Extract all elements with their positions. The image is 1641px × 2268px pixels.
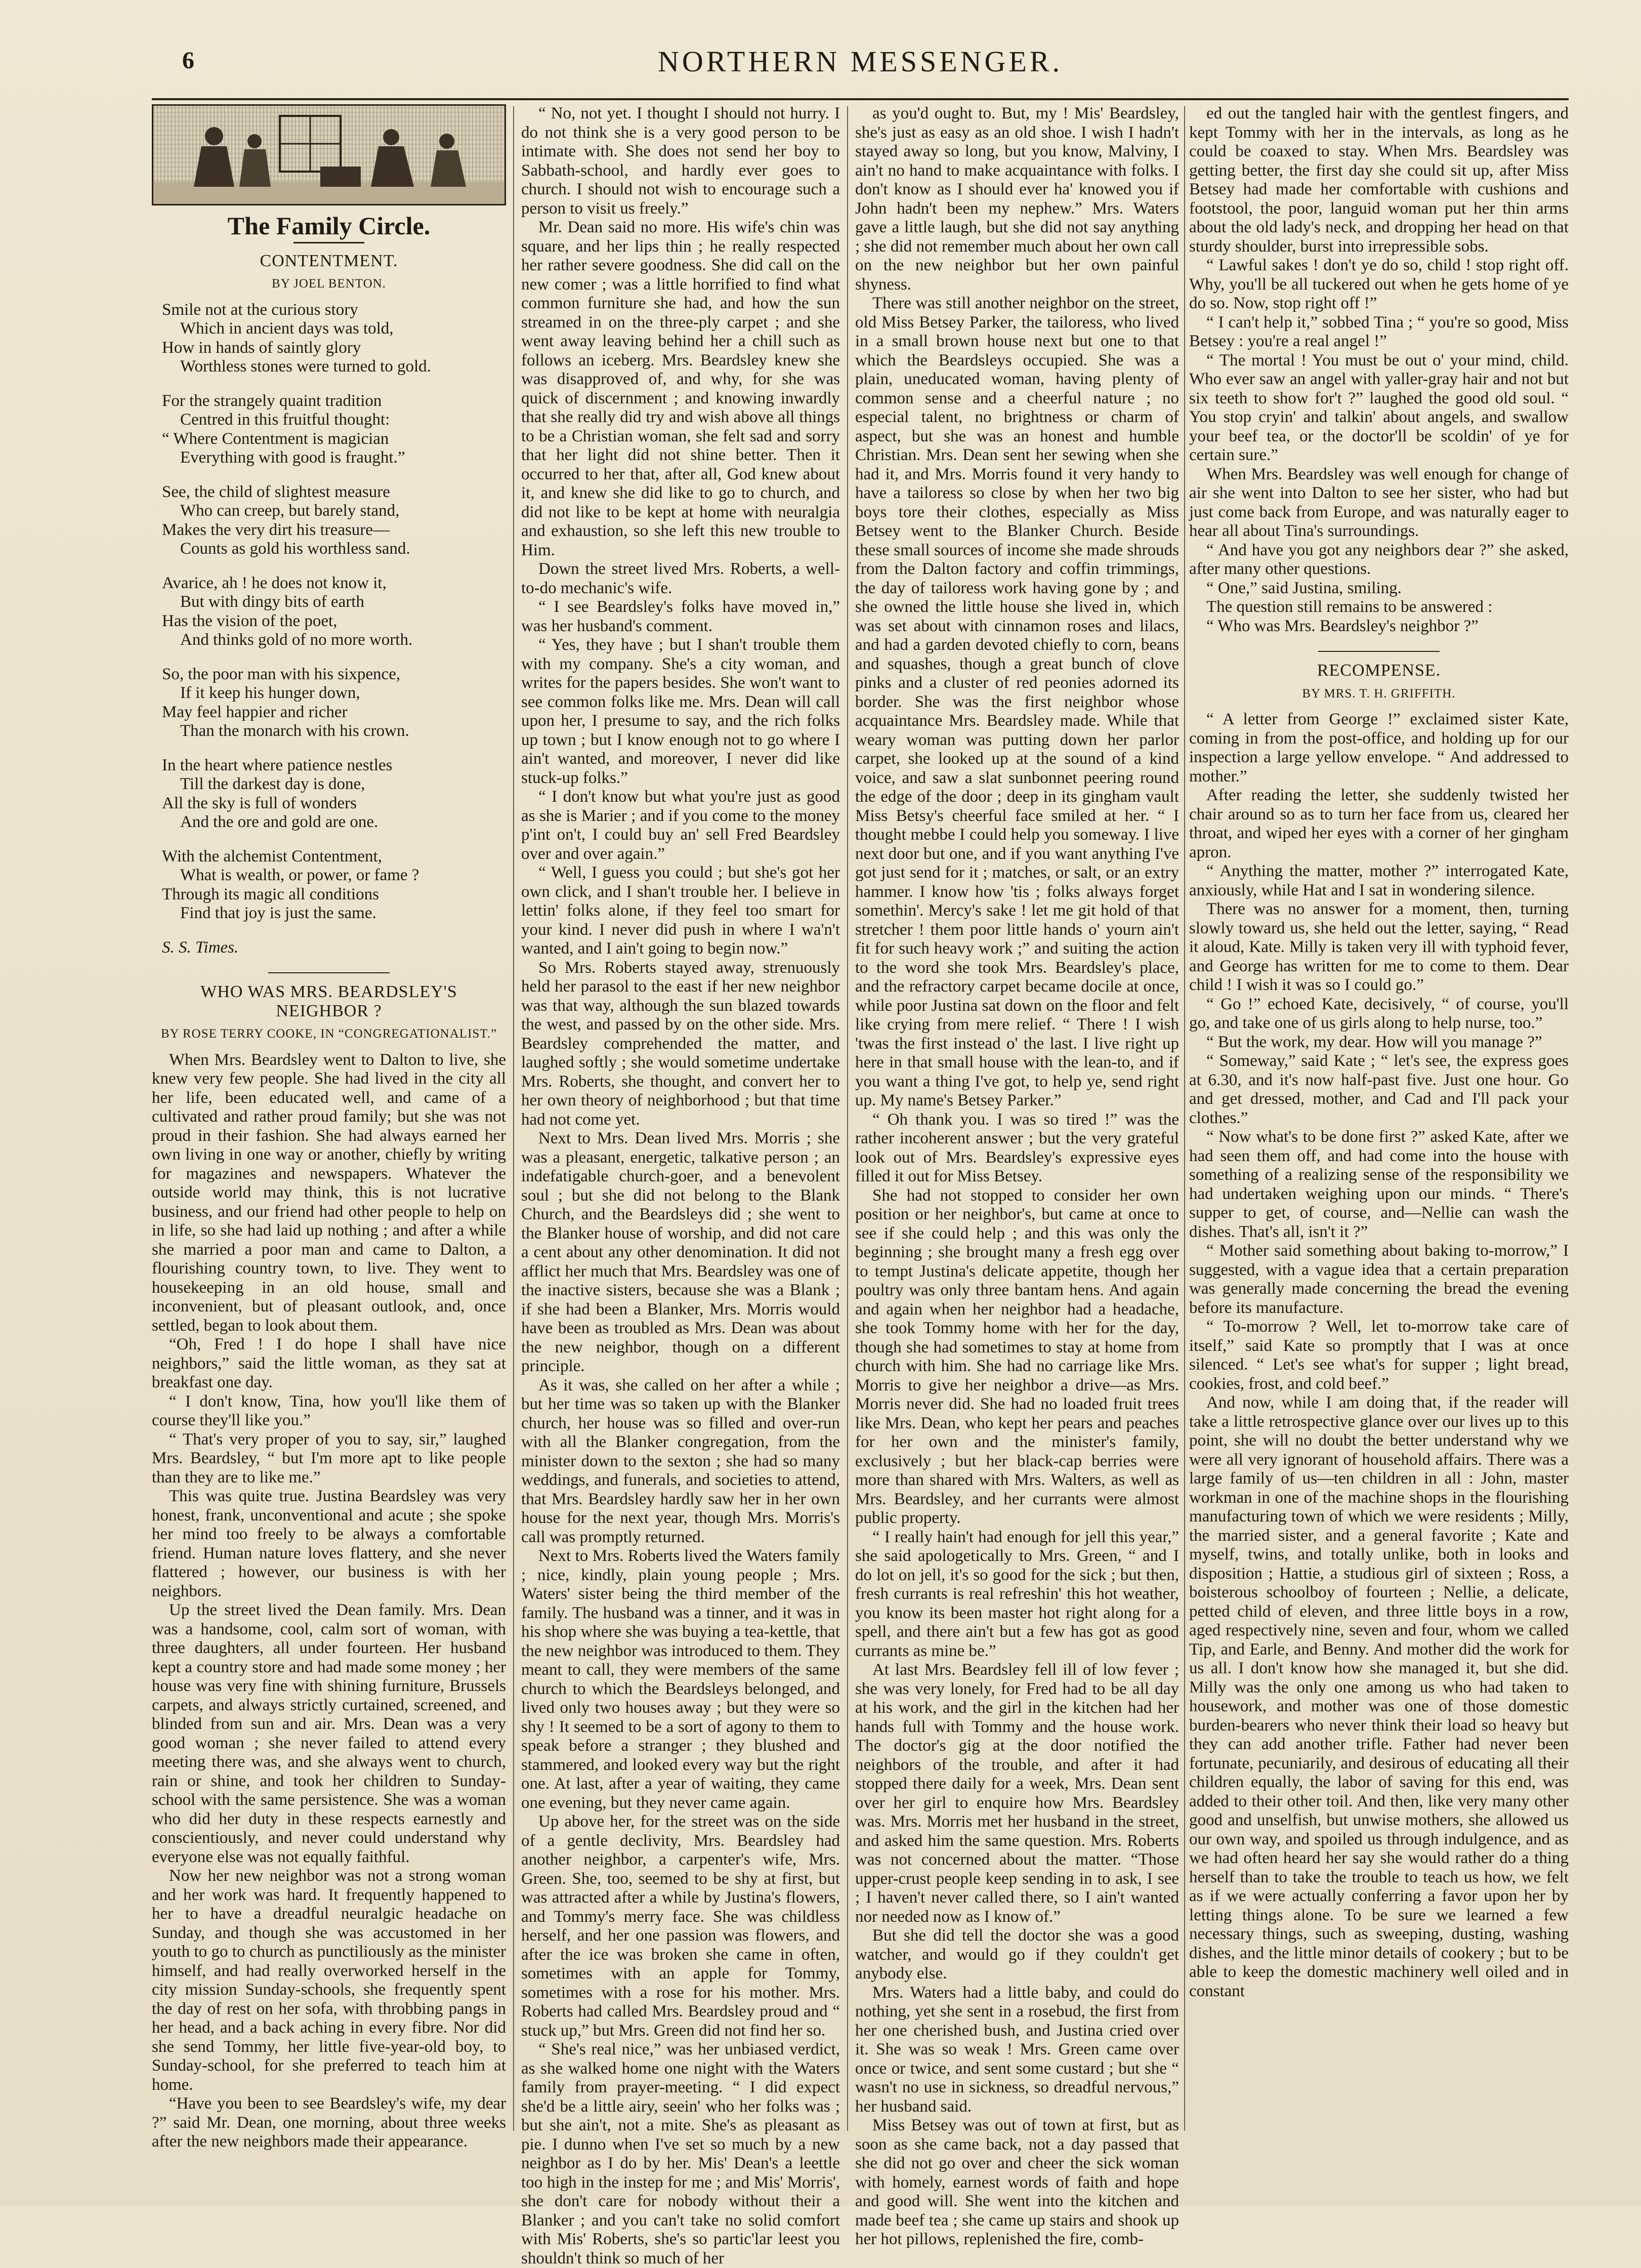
poem-line: All the sky is full of wonders — [162, 794, 357, 812]
poem-line: In the heart where patience nestles — [162, 756, 393, 774]
paragraph: “ Anything the matter, mother ?” interrogated Kate, anxiously, while Hat and I sat in wondering silence. — [1189, 862, 1569, 899]
paragraph: “Oh, Fred ! I do hope I shall have nice neighbors,” said the little woman, as they sat at breakfast one day. — [152, 1335, 506, 1391]
paragraph: “ Lawful sakes ! don't ye do so, child ! stop right off. Why, you'll be all tuckered out when he gets home of ye do so. Now, stop right off !” — [1189, 256, 1569, 312]
paragraph: “ I really hain't had enough for jell this year,” she said apologetically to Mrs. Green, “ and I do lot on jell, it's so good for the sick ; but then, fresh currants is real refreshin' this hot weather, you know its been master hot right along for a spell, and there ain't but a few has got as good currants as mine be.” — [855, 1528, 1179, 1660]
page-number: 6 — [182, 47, 194, 74]
paragraph: as you'd ought to. But, my ! Mis' Beardsley, she's just as easy as an old shoe. I wish I hadn't stayed away so long, but you know, Malviny, I ain't no hand to make acquaintance with folks. I don't know as I should ever ha' knowed you if John hadn't been my nephew.” Mrs. Waters gave a little laugh, but she did not say anything ; she did not remember much about her own call on the new neighbor but her own painful shyness. — [855, 104, 1179, 294]
paragraph: Up above her, for the street was on the side of a gentle declivity, Mrs. Beardsley had another neighbor, a carpenter's wife, Mrs. Green. She, too, seemed to be shy at first, but was attracted after a while by Justina's flowers, and Tommy's merry face. She was childless herself, and her one passion was flowers, and after the ice was broken she came in often, sometimes with an apple for Tommy, sometimes with a rose for his mother. Mrs. Roberts had called Mrs. Beardsley proud and “ stuck up,” but Mrs. Green did not find her so. — [521, 1812, 840, 2040]
paragraph: As it was, she called on her after a while ; but her time was so taken up with the Blanker church, her house was so filled and over-run with all the Blanker congregation, from the minister down to the sexton ; she had so many weddings, and funerals, and societies to attend, that Mrs. Beardsley hardly saw her in her own house for the next year, though Mrs. Morris's call was promptly returned. — [521, 1376, 840, 1546]
paragraph: “ I see Beardsley's folks have moved in,” was her husband's comment. — [521, 598, 840, 635]
header-rule — [152, 98, 1569, 100]
recompense-text — [1189, 710, 1569, 2001]
paragraph: Next to Mrs. Dean lived Mrs. Morris ; she was a pleasant, energetic, talkative person ; an indefatigable church-goer, and a benevolent soul ; but she did not belong to the Blank Church, and the Beardsleys did ; she went to the Blanker house of worship, and did not care a cent about any other denomination. It did not afflict her much that Mrs. Beardsley was one of the inactive sisters, because she was a Blank ; if she had been a Blanker, Mrs. Morris would have been as troubled as Mrs. Dean was about the new neighbor, though on a different principle. — [521, 1129, 840, 1375]
paragraph: “ I don't know but what you're just as good as she is Marier ; and if you come to the money p'int on't, I could buy an' sell Fred Beardsley over and over again.” — [521, 788, 840, 863]
poem-line: Worthless stones were turned to gold. — [180, 357, 431, 376]
paragraph: But she did tell the doctor she was a good watcher, and would go if they couldn't get anybody else. — [855, 1926, 1179, 1983]
poem-line: But with dingy bits of earth — [180, 593, 364, 611]
poem-stanza — [162, 756, 506, 832]
paragraph: “ One,” said Justina, smiling. — [1206, 579, 1402, 597]
paragraph: “ A letter from George !” exclaimed sister Kate, coming in from the post-office, and holding up for our inspection a large yellow envelope. “ And addressed to mother.” — [1189, 710, 1569, 786]
column-2 — [521, 104, 840, 2267]
poem-stanza — [162, 483, 506, 559]
paragraph: “ Someway,” said Kate ; “ let's see, the express goes at 6.30, and it's now half-past five. Just one hour. Go and get dressed, mother, and Cad and I'll pack your clothes.” — [1189, 1052, 1569, 1127]
paragraph: Mr. Dean said no more. His wife's chin was square, and her lips thin ; he really respected her rather severe goodness. She did call on the new comer ; was a little horrified to find what common furniture she had, and how the sun streamed in on the three-ply carpet ; and she went away leaving behind her a chill such as follows an iceberg. Mrs. Beardsley knew she was disapproved of, and why, for she was quick of discernment ; and knowing inwardly that she really did try and wish above all things to be a Christian woman, she felt sad and sorry that her light did not shine better. Then it occurred to her that, after all, God knew about it, and knew she did like to go to church, and did not like to be kept at home with neuralgia and exhaustion, so she left this new trouble to Him. — [521, 218, 840, 559]
column-4 — [1189, 104, 1569, 2159]
paragraph: “ Oh thank you. I was so tired !” was the rather incoherent answer ; but the very grateful look out of Mrs. Beardsley's expressive eyes filled it out for Miss Betsey. — [855, 1110, 1179, 1185]
paragraph: “ Go !” echoed Kate, decisively, “ of course, you'll go, and take one of us girls along to help nurse, too.” — [1189, 995, 1569, 1032]
paragraph: There was still another neighbor on the street, old Miss Betsey Parker, the tailoress, who lived in a small brown house next but one to that which the Beardsleys occupied. She was a plain, uneducated woman, having plenty of common sense and a cheerful nature ; no especial talent, no brightness or charm of aspect, but she was an honest and humble Christian. Mrs. Dean sent her sewing when she had it, and Mrs. Morris found it very handy to have a tailoress so close by when her two big boys tore their clothes, especially as Miss Betsey went to the Blanker Church. Beside these small sources of income she made shrouds from the Dalton factory and coffin trimmings, the day of tailoress work having gone by ; and she owned the little house she lived in, which was set about with cinnamon roses and lilacs, and had a garden devoted chiefly to corn, beans and squashes, though a great bunch of clove pinks and a cluster of red peonies adorned its border. She was the first neighbor whose acquaintance Mrs. Beardsley made. While that weary woman was putting down her parlor carpet, she looked up at the sound of a kind voice, and saw a slat sunbonnet peering round the edge of the door ; deep in its gingham vault Miss Betsy's cheerful face smiled at her. “ I thought mebbe I could help you someway. I live next door but one, and if you want anything I've got just send for it ; matches, or salt, or an extry hammer. I know how 'tis ; folks always forget somethin'. Mercy's sake ! let me git hold of that stretcher ! them poor little hands o' yourn ain't fit for such heavy work ;” and suiting the action to the word she took Mrs. Beardsley's place, and the refractory carpet became docile at once, while poor Justina sat down on the floor and felt like crying from mere relief. “ There ! I wish 'twas the first instead o' the last. I live right up here in that small house with the lean-to, and if you want a thing I've got, to help ye, send right up. My name's Betsey Parker.” — [855, 294, 1179, 1109]
poem-source: S. S. Times. — [162, 938, 239, 957]
poem-line: May feel happier and richer — [162, 703, 348, 721]
paragraph: After reading the letter, she suddenly twisted her chair around so as to turn her face from us, cleared her throat, and wiped her eyes with a corner of her gingham apron. — [1189, 786, 1569, 861]
paragraph: “ I can't help it,” sobbed Tina ; “ you're so good, Miss Betsey : you're a real angel !” — [1189, 313, 1569, 350]
poem-line: Has the vision of the poet, — [162, 611, 338, 630]
paragraph: Down the street lived Mrs. Roberts, a well-to-do mechanic's wife. — [521, 560, 840, 597]
recompense-title: RECOMPENSE. — [1317, 661, 1441, 680]
poem-line: “ Where Contentment is magician — [162, 429, 389, 448]
paragraph: Up the street lived the Dean family. Mrs. Dean was a handsome, cool, calm sort of woman, with three daughters, all under fourteen. Her husband kept a country store and had made some money ; her house was very fine with shining furniture, Brussels carpets, and always strictly curtained, screened, and blinded from sun and air. Mrs. Dean was a very good woman ; she never failed to attend every meeting there was, and she always went to church, rain or shine, and took her children to Sunday-school with the same persistence. She was a woman who did her duty in these respects earnestly and conscientiously, and never could understand why everyone else was not equally faithful. — [152, 1601, 506, 1866]
poem-line: Through its magic all conditions — [162, 885, 379, 903]
poem-line: Who can creep, but barely stand, — [180, 502, 400, 520]
paragraph: Miss Betsey was out of town at first, but as soon as she came back, not a day passed that she did not go over and cheer the sick woman with homely, earnest words of faith and hope and good will. She went into the kitchen and made beef tea ; she came up stairs and shook up her hot pillows, replenished the fire, comb- — [855, 2116, 1179, 2248]
section-rule — [293, 242, 364, 243]
masthead: NORTHERN MESSENGER. — [657, 45, 1063, 78]
poem-line: For the strangely quaint tradition — [162, 391, 382, 410]
column-1 — [152, 104, 506, 2159]
column-divider — [513, 106, 514, 2131]
paragraph: Next to Mrs. Roberts lived the Waters family ; nice, kindly, plain young people ; Mrs. Waters' sister being the third member of the family. The husband was a tinner, and it was in his shop where she was buying a tea-kettle, that the new neighbor was introduced to them. They meant to call, they were members of the same church to which the Beardsleys belonged, and lived only two houses away ; but they were so shy ! It seemed to be a sort of agony to them to speak before a stranger ; they blushed and stammered, and looked every way but the right one. At last, after a year of waiting, they came one evening, but they never came again. — [521, 1547, 840, 1812]
column-3 — [855, 104, 1179, 2248]
story-text-col2 — [521, 104, 840, 2268]
paragraph: There was no answer for a moment, then, turning slowly toward us, she held out the letter, saying, “ Read it aloud, Kate. Milly is taken very ill with typhoid fever, and George has written for me to come to them. Dear child ! I wish it was so I could go.” — [1189, 900, 1569, 994]
story-title-line-1: WHO WAS MRS. BEARDSLEY'S — [200, 982, 457, 1001]
paragraph: So Mrs. Roberts stayed away, strenuously held her parasol to the east if her new neighbor was that way, although the sun blazed towards the west, and passed by on the other side. Mrs. Beardsley comprehended the matter, and laughed softly ; she would sometime undertake Mrs. Roberts, she thought, and convert her to her own theory of neighborhood ; but that time had not come yet. — [521, 958, 840, 1129]
poem-line: Till the darkest day is done, — [180, 775, 365, 793]
paragraph: “ Now what's to be done first ?” asked Kate, after we had seen them off, and had come into the house with something of a realizing sense of the responsibility we had undertaken weighing upon our minds. “ There's supper to get, of course, and—Nellie can wash the dishes. That's all, isn't it ?” — [1189, 1128, 1569, 1241]
column-divider — [1184, 106, 1185, 2131]
story-text-col3 — [855, 104, 1179, 2249]
paragraph: When Mrs. Beardsley was well enough for change of air she went into Dalton to see her sister, who had but just come back from Europe, and was naturally eager to hear all about Tina's surroundings. — [1189, 465, 1569, 540]
poem-stanza — [162, 392, 506, 468]
story-title-line-2: NEIGHBOR ? — [276, 1001, 382, 1020]
poem-line: If it keep his hunger down, — [180, 684, 360, 702]
poem-stanza — [162, 301, 506, 377]
poem-line: Than the monarch with his crown. — [180, 722, 409, 740]
poem-line: How in hands of saintly glory — [162, 338, 361, 357]
recompense-byline: BY MRS. T. H. GRIFFITH. — [1302, 686, 1456, 700]
poem-line: Find that joy is just the same. — [180, 904, 376, 922]
poem-line: Counts as gold his worthless sand. — [180, 540, 410, 558]
paragraph: “ Yes, they have ; but I shan't trouble them with my company. She's a city woman, and writes for the papers besides. She won't want to see common folks like me. Mrs. Dean will call upon her, I presume to say, and the rich folks up town ; but I know enough not to go where I ain't wanted, and moreover, I never did like stuck-up folks.” — [521, 636, 840, 787]
poem-line: Everything with good is fraught.” — [180, 448, 405, 467]
poem-line: Avarice, ah ! he does not know it, — [162, 573, 387, 592]
ornament-divider — [1318, 645, 1440, 652]
paragraph: And now, while I am doing that, if the reader will take a little retrospective glance over our lives up to this point, she will no doubt the better understand why we were all very ignorant of household affairs. There was a large family of us—ten children in all : John, master workman in one of the machine shops in the flourishing manufacturing town of which we were residents ; Milly, the married sister, and a general favorite ; Kate and myself, twins, and totally unlike, both in looks and disposition ; Hattie, a studious girl of sixteen ; Ross, a boisterous schoolboy of fourteen ; Nellie, a delicate, petted child of eleven, and three little boys in a row, aged respectively nine, seven and four, whom we called Tip, and Earle, and Benny. And mother did the work for us all. I don't know how she managed it, but she did. Milly was the only one among us who had taken to housework, and mother was one of those domestic burden-bearers who never think their load so heavy but they can add another trifle. Father had never been fortunate, pecuniarily, and desirous of educating all their children equally, the labor of saving for this end, was added to their other toil. And then, like very many other good and unselfish, but unwise mothers, she allowed us our own way, and spoiled us through indulgence, and as we had often heard her say she would rather do a thing herself than to take the trouble to teach us how, we felt as if we were actually conferring a favor upon her by letting things alone. To be sure we learned a few necessary things, such as sweeping, dusting, washing dishes, and the little minor details of cookery ; but to be able to keep the domestic machinery well oiled and in constant — [1189, 1393, 1569, 2000]
paragraph: “ That's very proper of you to say, sir,” laughed Mrs. Beardsley, “ but I'm more apt to like people than they are to like me.” — [152, 1430, 506, 1487]
story-text-col4 — [1189, 104, 1569, 636]
paragraph: “ Mother said something about baking to-morrow,” I suggested, with a vague idea that a certain preparation was generally made concerning the bread the evening before its manufacture. — [1189, 1242, 1569, 1317]
paragraph: Now her new neighbor was not a strong woman and her work was hard. It frequently happened to her to have a dreadful neuralgic headache on Sunday, and though she was accustomed in her youth to go to church as punctiliously as the minister himself, and had really overworked herself in the city mission Sunday-schools, she frequently spent the day of rest on her sofa, with throbbing pangs in her head, and a back aching in every fibre. Nor did she send Tommy, her little five-year-old boy, to Sunday-school, for she preferred to teach him at home. — [152, 1867, 506, 2094]
poem-line: Makes the very dirt his treasure— — [162, 520, 390, 539]
poem-title: CONTENTMENT. — [260, 251, 398, 270]
poem-line: What is wealth, or power, or fame ? — [180, 866, 419, 884]
paragraph: “ I don't know, Tina, how you'll like them of course they'll like you.” — [152, 1392, 506, 1429]
poem-stanza — [162, 665, 506, 741]
paragraph: The question still remains to be answered : — [1206, 598, 1493, 616]
paragraph: This was quite true. Justina Beardsley was very honest, frank, unconventional and acute ; she spoke her mind too freely to be always a comfortable friend. Human nature loves flattery, and she never flattered ; however, our business is with her neighbors. — [152, 1487, 506, 1600]
column-divider — [847, 106, 848, 2131]
poem-body — [162, 301, 506, 923]
paragraph: “ Well, I guess you could ; but she's got her own click, and I shan't trouble her. I believe in lettin' folks alone, if they feel too smart for your kind. I never did push in where I wa'n't wanted, and I ain't going to begin now.” — [521, 863, 840, 958]
paragraph: At last Mrs. Beardsley fell ill of low fever ; she was very lonely, for Fred had to be all day at his work, and the girl in the kitchen had her hands full with Tommy and the house work. The doctor's gig at the door notified the neighbors of the trouble, and after it had stopped there daily for a week, Mrs. Dean sent over her girl to enquire how Mrs. Beardsley was. Mrs. Morris met her husband in the street, and asked him the same question. Mrs. Roberts was not concerned about the matter. “Those upper-crust people keep sending in to ask, I see ; I haven't never called there, so I ain't wanted nor needed now as I know of.” — [855, 1661, 1179, 1926]
poem-line: And the ore and gold are one. — [180, 813, 378, 831]
poem-byline: BY JOEL BENTON. — [272, 277, 386, 291]
paragraph: She had not stopped to consider her own position or her neighbor's, but came at once to see if she could help ; and this was only the beginning ; she brought many a fresh egg over to tempt Justina's delicate appetite, though her poultry was only three bantam hens. And again and again when her neighbor had a headache, she took Tommy home with her for the day, though she had sometimes to stay at home from church with him. She had no carriage like Mrs. Morris to give her neighbor a drive—as Mrs. Morris never did. She had no loaded fruit trees like Mrs. Dean, who kept her pears and peaches for her own and the minister's family, exclusively ; but her black-cap berries were more than shared with Mrs. Walters, as well as Mrs. Beardsley, and her currants were almost public property. — [855, 1186, 1179, 1527]
ornament-divider — [268, 966, 390, 973]
story-title — [152, 982, 506, 1020]
paragraph: Mrs. Waters had a little baby, and could do nothing, yet she sent in a rosebud, the first from her one cherished bush, and Justina cried over it. She was so weak ! Mrs. Green came over once or twice, and sent some custard ; but she “ wasn't no use in sickness, so dreadful nervous,” her husband said. — [855, 1983, 1179, 2116]
paragraph: “ But the work, my dear. How will you manage ?” — [1206, 1033, 1542, 1051]
story-byline: BY ROSE TERRY COOKE, IN “CONGREGATIONALIST.” — [160, 1027, 497, 1041]
paragraph: “Have you been to see Beardsley's wife, my dear ?” said Mr. Dean, one morning, about three weeks after the new neighbors made their appearance. — [152, 2094, 506, 2151]
paragraph: “ No, not yet. I thought I should not hurry. I do not think she is a very good person to be intimate with. She does not send her boy to Sabbath-school, and hardly ever goes to church. I should not wish to encourage such a person to visit us freely.” — [521, 104, 840, 218]
story-text-col1 — [152, 1051, 506, 2152]
poem-stanza — [162, 574, 506, 650]
poem-line: Smile not at the curious story — [162, 300, 358, 319]
poem-line: So, the poor man with his sixpence, — [162, 665, 401, 683]
poem-line: And thinks gold of no more worth. — [180, 631, 413, 649]
poem-line: With the alchemist Contentment, — [162, 847, 382, 865]
paragraph: “ The mortal ! You must be out o' your mind, child. Who ever saw an angel with yaller-gray hair and not but six teeth to show for't ?” laughed the good old soul. “ You stop cryin' and talkin' about angels, and swallow your beef tea, or the doctor'll be scoldin' of ye for certain sure.” — [1189, 351, 1569, 464]
poem-line: See, the child of slightest measure — [162, 482, 390, 501]
paragraph: “ Who was Mrs. Beardsley's neighbor ?” — [1206, 616, 1479, 635]
paragraph: When Mrs. Beardsley went to Dalton to live, she knew very few people. She had lived in the city all her life, been educated well, and came of a cultivated and rather proud family; but she was not proud in their fashion. She had always earned her own living in one way or another, chiefly by writing for magazines and newspapers. Whatever the outside world may think, this is not lucrative business, and our friend had other people to help on in life, so she had laid up nothing ; and after a while she married a poor man and came to Dalton, a flourishing country town, to live. They went to housekeeping in an old house, small and inconvenient, but of pleasant outlook, and, once settled, began to look about them. — [152, 1050, 506, 1335]
page-header — [152, 40, 1569, 101]
paragraph: “ She's real nice,” was her unbiased verdict, as she walked home one night with the Waters family from prayer-meeting. “ I did expect she'd be a little airy, seein' who her folks was ; but she ain't, not a mite. She's as pleasant as pie. I dunno when I've set so much by a new neighbor as I do by her. Mis' Dean's a leettle too high in the instep for me ; and Mis' Morris', she don't care for nobody without their a Blanker ; and you can't take no solid comfort with Mis' Roberts, she's so partic'lar leest you shouldn't think so much of her — [521, 2040, 840, 2267]
poem-stanza — [162, 847, 506, 923]
family-circle-engraving — [152, 104, 506, 205]
section-title: The Family Circle. — [227, 212, 431, 240]
paragraph: ed out the tangled hair with the gentlest fingers, and kept Tommy with her in the intervals, as long as he could be coaxed to stay. When Mrs. Beardsley was getting better, the first day she could sit up, after Miss Betsey had made her comfortable with cushions and footstool, the poor, languid woman put her thin arms about the old lady's neck, and dropping her head on that sturdy shoulder, burst into irrepressible sobs. — [1189, 104, 1569, 256]
paragraph: “ To-morrow ? Well, let to-morrow take care of itself,” said Kate so promptly that I was at once silenced. “ Let's see what's for supper ; light bread, cookies, frost, and cold beef.” — [1189, 1317, 1569, 1393]
paragraph: “ And have you got any neighbors dear ?” she asked, after many other questions. — [1189, 541, 1569, 578]
poem-line: Which in ancient days was told, — [180, 319, 394, 338]
poem-line: Centred in this fruitful thought: — [180, 410, 390, 429]
